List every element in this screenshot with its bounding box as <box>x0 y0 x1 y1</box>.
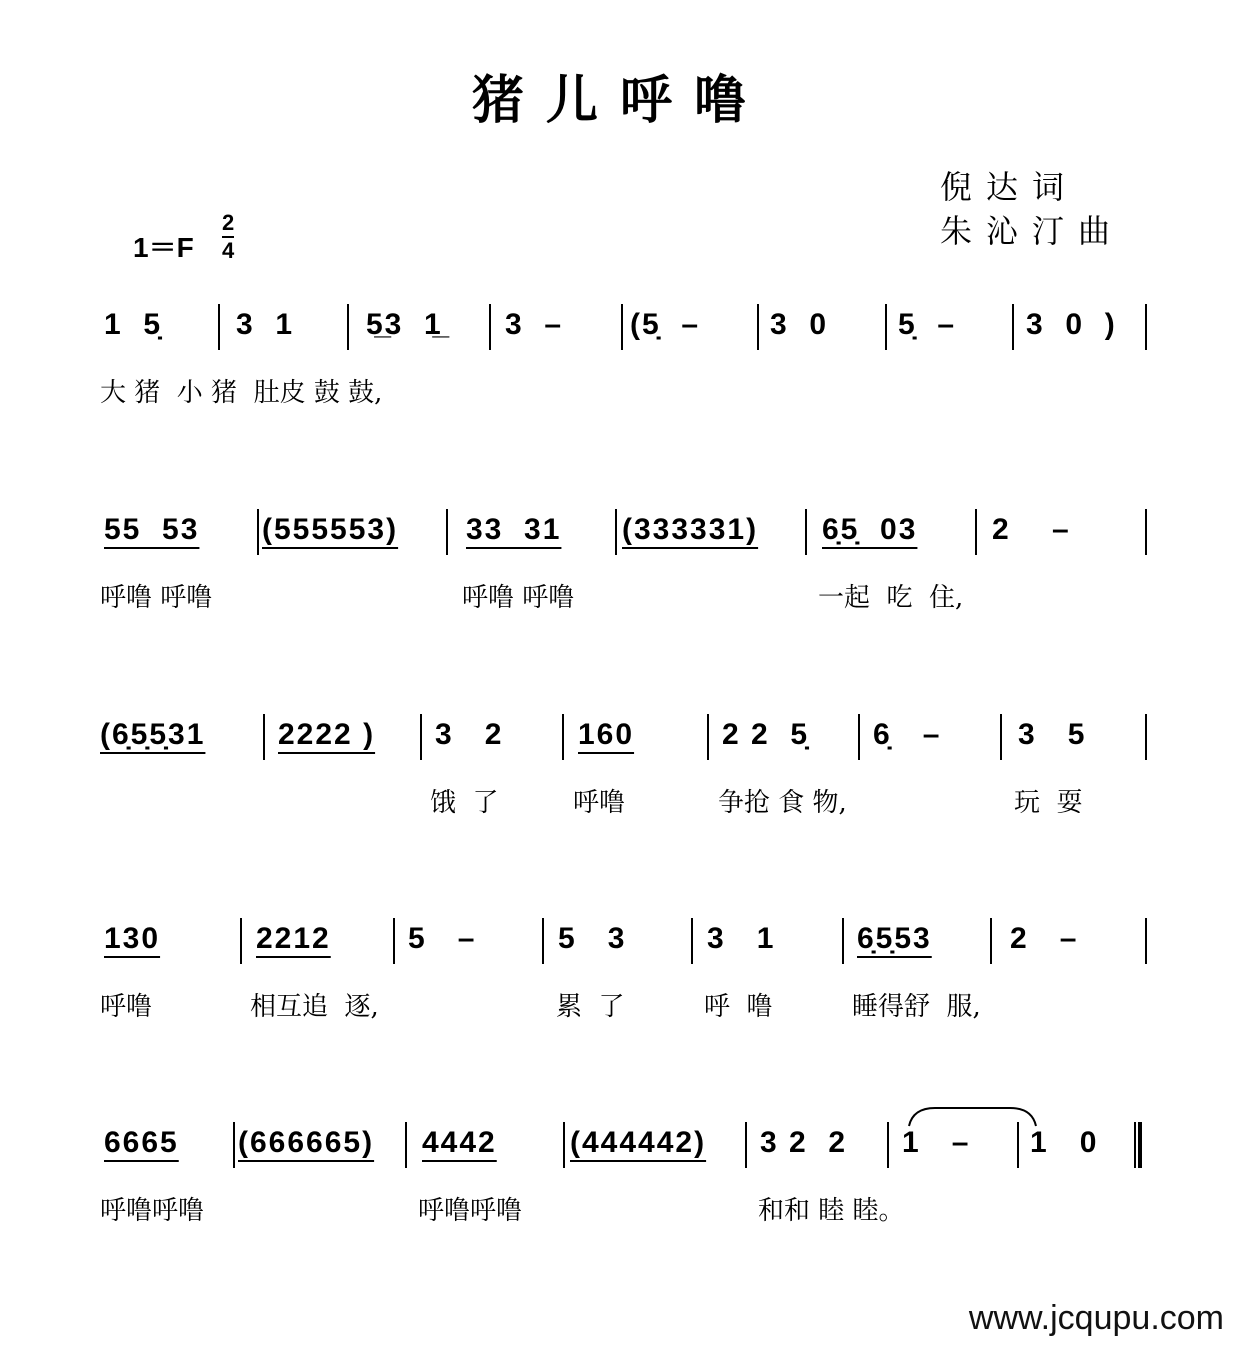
barline <box>489 304 491 350</box>
measure: 3 2 2 <box>760 1126 848 1159</box>
barline <box>347 304 349 350</box>
barline <box>745 1122 747 1168</box>
measure: 130 <box>104 922 161 955</box>
barline <box>405 1122 407 1168</box>
lyricist: 倪达词 <box>940 168 1079 206</box>
barline <box>1145 714 1147 760</box>
barline <box>563 1122 565 1168</box>
barline <box>1000 714 1002 760</box>
barline <box>1145 509 1147 555</box>
tie-arc <box>905 1104 1040 1130</box>
barline <box>621 304 623 350</box>
barline <box>707 714 709 760</box>
measure: 33 31 <box>466 513 562 546</box>
barline <box>858 714 860 760</box>
lyrics: 呼噜 呼噜 <box>462 583 575 613</box>
barline <box>240 918 242 964</box>
measure: 2 – <box>992 513 1071 546</box>
measure: (666665) <box>238 1126 375 1159</box>
measure: (333331) <box>622 513 759 546</box>
key-signature: 1＝F <box>133 232 194 263</box>
barline <box>1012 304 1014 350</box>
lyrics: 呼噜 <box>100 992 153 1022</box>
measure: 3 0 ) <box>1026 308 1117 341</box>
measure: (5̣ – <box>630 308 701 341</box>
measure: 2222 ) <box>278 718 376 751</box>
lyrics: 大 猪 小 猪 肚皮 鼓 鼓, <box>100 378 383 408</box>
measure: 6̣5̣53 <box>857 922 932 955</box>
measure: 3 0 <box>770 308 829 341</box>
measure: 1 5̣ <box>104 308 163 341</box>
lyrics: 一起 吃 住, <box>818 583 964 613</box>
song-title: 猪儿呼噜 <box>471 70 768 131</box>
measure: 2212 <box>256 922 331 955</box>
measure: (444442) <box>570 1126 707 1159</box>
barline <box>233 1122 235 1168</box>
barline <box>420 714 422 760</box>
barline <box>885 304 887 350</box>
measure: 4442 <box>422 1126 497 1159</box>
measure: 3 5 <box>1018 718 1087 751</box>
lyrics: 相互追 逐, <box>250 992 379 1022</box>
lyrics: 争抢 食 物, <box>718 788 847 818</box>
barline <box>1145 304 1147 350</box>
barline <box>1145 918 1147 964</box>
measure: 6̣ – <box>873 718 942 751</box>
barline <box>542 918 544 964</box>
measure: 5̲3 1̲ <box>366 308 443 341</box>
measure: (6̣5̣5̣31 <box>100 718 206 751</box>
lyrics: 呼噜呼噜 <box>418 1196 523 1226</box>
measure: 2 – <box>1010 922 1079 955</box>
measure: 5 – <box>408 922 477 955</box>
measure: (555553) <box>262 513 399 546</box>
lyrics: 累 了 <box>556 992 625 1022</box>
barline <box>842 918 844 964</box>
barline <box>757 304 759 350</box>
barline <box>990 918 992 964</box>
measure: 3 – <box>505 308 564 341</box>
barline <box>691 918 693 964</box>
final-barline <box>1134 1122 1142 1168</box>
composer: 朱沁汀曲 <box>940 212 1125 250</box>
watermark: www.jcqupu.com <box>965 1299 1228 1338</box>
measure: 1 – <box>902 1126 971 1159</box>
barline <box>805 509 807 555</box>
barline <box>975 509 977 555</box>
measure: 3 2 <box>435 718 504 751</box>
measure: 1 0 <box>1030 1126 1099 1159</box>
lyrics: 和和 睦 睦。 <box>758 1196 905 1226</box>
barline <box>562 714 564 760</box>
time-signature: 2 4 <box>222 210 235 263</box>
lyrics: 玩 耍 <box>1014 788 1083 818</box>
barline <box>218 304 220 350</box>
measure: 2 2 5̣ <box>722 718 810 751</box>
measure: 3 1 <box>707 922 776 955</box>
measure: 6̣5̣ 03 <box>822 513 918 546</box>
measure: 5 3 <box>558 922 627 955</box>
measure: 3 1 <box>236 308 295 341</box>
barline <box>887 1122 889 1168</box>
measure: 160 <box>578 718 635 751</box>
lyrics: 呼噜呼噜 <box>100 1196 205 1226</box>
barline <box>446 509 448 555</box>
lyrics: 睡得舒 服, <box>852 992 981 1022</box>
measure: 55 53 <box>104 513 200 546</box>
measure: 5̣ – <box>898 308 957 341</box>
lyrics: 呼噜 <box>573 788 626 818</box>
barline <box>615 509 617 555</box>
barline <box>263 714 265 760</box>
lyrics: 饿 了 <box>430 788 499 818</box>
barline <box>257 509 259 555</box>
measure: 6665 <box>104 1126 179 1159</box>
lyrics: 呼 噜 <box>704 992 773 1022</box>
barline <box>393 918 395 964</box>
lyrics: 呼噜 呼噜 <box>100 583 213 613</box>
